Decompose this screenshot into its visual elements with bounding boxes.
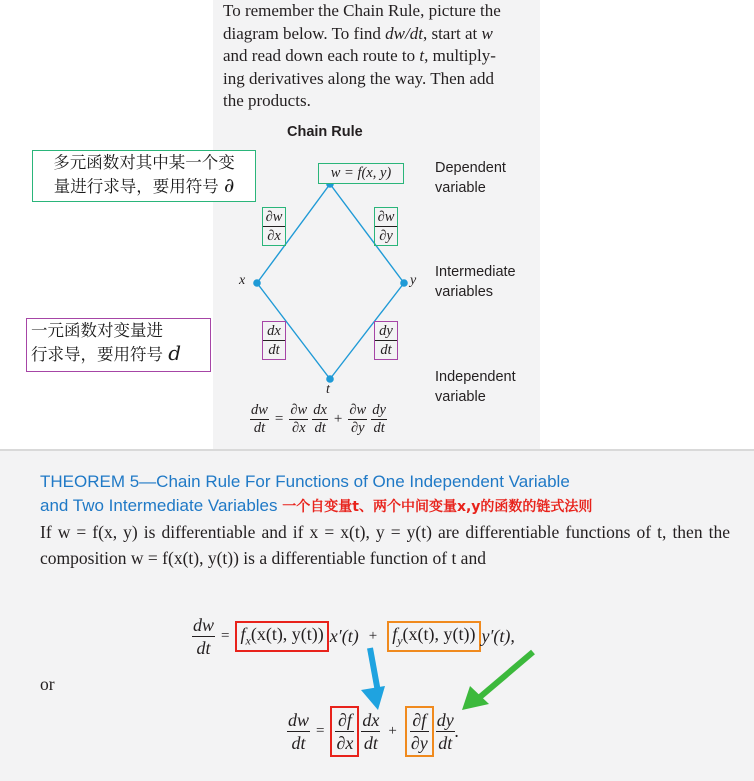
- frac-num: dw: [193, 615, 215, 635]
- plus-sign: +: [333, 411, 343, 427]
- fraction-dw-dx: [262, 207, 286, 246]
- d-symbol: d: [168, 341, 182, 365]
- intro-line-5: the products.: [223, 91, 311, 111]
- left-node-label: x: [239, 273, 246, 288]
- label-line: variables: [435, 284, 494, 300]
- args: (x(t), y(t)): [402, 624, 476, 645]
- top-node-label: w = f(x, y): [318, 163, 404, 184]
- x-prime: x′(t): [329, 626, 359, 646]
- subscript-x: x: [245, 633, 251, 648]
- diagram-formula: [250, 402, 387, 437]
- bottom-node-label: t: [326, 382, 330, 397]
- node-y: [400, 279, 408, 287]
- annot-line: 多元函数对其中某一个变: [53, 153, 235, 172]
- args: (x(t), y(t)): [250, 624, 324, 645]
- frac-num: dx: [263, 322, 285, 341]
- frac-num: ∂w: [263, 208, 285, 227]
- frac-num: dw: [251, 402, 268, 418]
- theorem-chinese-note: 一个自变量t、两个中间变量x,y的函数的链式法则: [282, 499, 593, 515]
- frac: [436, 709, 455, 754]
- fy-box: [387, 621, 480, 652]
- frac-den: dt: [291, 733, 306, 753]
- frac-num: ∂f: [410, 709, 429, 732]
- frac-den: dt: [196, 638, 211, 658]
- equals-sign: =: [221, 628, 230, 644]
- frac: [361, 709, 380, 754]
- right-node-label: y: [410, 273, 417, 288]
- frac: [289, 402, 308, 437]
- annotation-partial-symbol: [32, 150, 256, 202]
- label-independent: [435, 367, 516, 407]
- equation-2: [287, 706, 459, 757]
- intro-math: t: [419, 46, 425, 66]
- intro-text: , start at: [422, 23, 482, 43]
- frac-den: dt: [373, 420, 385, 436]
- label-line: Intermediate: [435, 264, 516, 280]
- frac-den: dt: [380, 342, 392, 358]
- plus-sign: +: [368, 628, 378, 644]
- fraction-dw-dy: [374, 207, 398, 246]
- intro-line-4: ing derivatives along the way. Then add: [223, 68, 494, 88]
- frac-den: ∂y: [351, 420, 365, 436]
- intro-math: w: [481, 23, 493, 43]
- frac: [192, 614, 215, 659]
- frac-num: ∂w: [375, 208, 397, 227]
- frac: [287, 709, 310, 754]
- fx-box: [235, 621, 328, 652]
- label-intermediate: [435, 262, 516, 302]
- theorem-title: [40, 470, 740, 519]
- annot-line: [37, 174, 251, 198]
- annot-line: [31, 342, 206, 366]
- frac-num: dy: [375, 322, 397, 341]
- frac-den: ∂x: [292, 420, 306, 436]
- equals-sign: =: [316, 723, 325, 739]
- period: .: [454, 721, 460, 741]
- frac-num: ∂w: [290, 402, 308, 418]
- frac-num: dy: [436, 710, 454, 730]
- df-dy-box: [405, 706, 434, 757]
- frac-den: ∂x: [267, 228, 281, 244]
- intro-text: , multiply-: [424, 46, 496, 66]
- label-dependent: [435, 158, 506, 198]
- label-line: Dependent: [435, 160, 506, 176]
- or-label: or: [40, 674, 55, 694]
- intro-text: and read down each route to: [223, 46, 420, 66]
- annot-line: 一元函数对变量进: [31, 321, 163, 340]
- frac: [250, 402, 269, 437]
- subscript-y: y: [397, 633, 403, 648]
- label-line: variable: [435, 389, 486, 405]
- frac: [348, 402, 367, 437]
- frac-den: dt: [363, 733, 378, 753]
- y-prime: y′(t),: [481, 626, 515, 646]
- label-line: variable: [435, 180, 486, 196]
- frac: [371, 402, 387, 437]
- frac-den: ∂y: [379, 228, 393, 244]
- equals-sign: =: [274, 411, 284, 427]
- theorem-body: If w = f(x, y) is differentiable and if x = x(t), y = y(t) are differentiable functions of t, then the composition w = f(x(t), y(t)) is a differentiable function of t and: [40, 522, 730, 568]
- theorem-title-line-1: THEOREM 5—Chain Rule For Functions of One Independent Variable: [40, 472, 570, 491]
- frac-num: dx: [313, 402, 327, 418]
- frac-den: ∂y: [410, 733, 428, 753]
- theorem-title-line-2: [40, 494, 740, 519]
- frac-den: dt: [268, 342, 280, 358]
- diagram-title: Chain Rule: [287, 124, 363, 140]
- equation-1: [192, 614, 515, 659]
- frac-num: dx: [362, 710, 380, 730]
- frac-num: ∂f: [335, 709, 354, 732]
- node-x: [253, 279, 261, 287]
- partial-symbol: ∂: [223, 173, 235, 197]
- plus-sign: +: [388, 723, 397, 739]
- f-symbol: f: [392, 624, 398, 645]
- annotation-d-symbol: [26, 318, 211, 372]
- theorem-title-text: and Two Intermediate Variables: [40, 496, 278, 515]
- frac-den: dt: [253, 420, 266, 436]
- frac: [312, 402, 328, 437]
- fraction-dy-dt: [374, 321, 398, 360]
- frac-den: dt: [438, 733, 453, 753]
- frac-num: dy: [372, 402, 386, 418]
- frac-num: dw: [288, 710, 310, 730]
- intro-line-1: To remember the Chain Rule, picture the: [223, 1, 501, 20]
- intro-math: dw/dt: [385, 23, 423, 43]
- frac-den: dt: [314, 420, 326, 436]
- label-line: Independent: [435, 369, 516, 385]
- df-dx-box: [330, 706, 359, 757]
- fraction-dx-dt: [262, 321, 286, 360]
- annot-text: 行求导，要用符号: [31, 345, 163, 364]
- annot-text: 量进行求导，要用符号: [53, 177, 219, 196]
- intro-text: diagram below. To find: [223, 23, 386, 43]
- frac-num: ∂w: [349, 402, 367, 418]
- frac-den: ∂x: [336, 733, 354, 753]
- f-symbol: f: [240, 624, 246, 645]
